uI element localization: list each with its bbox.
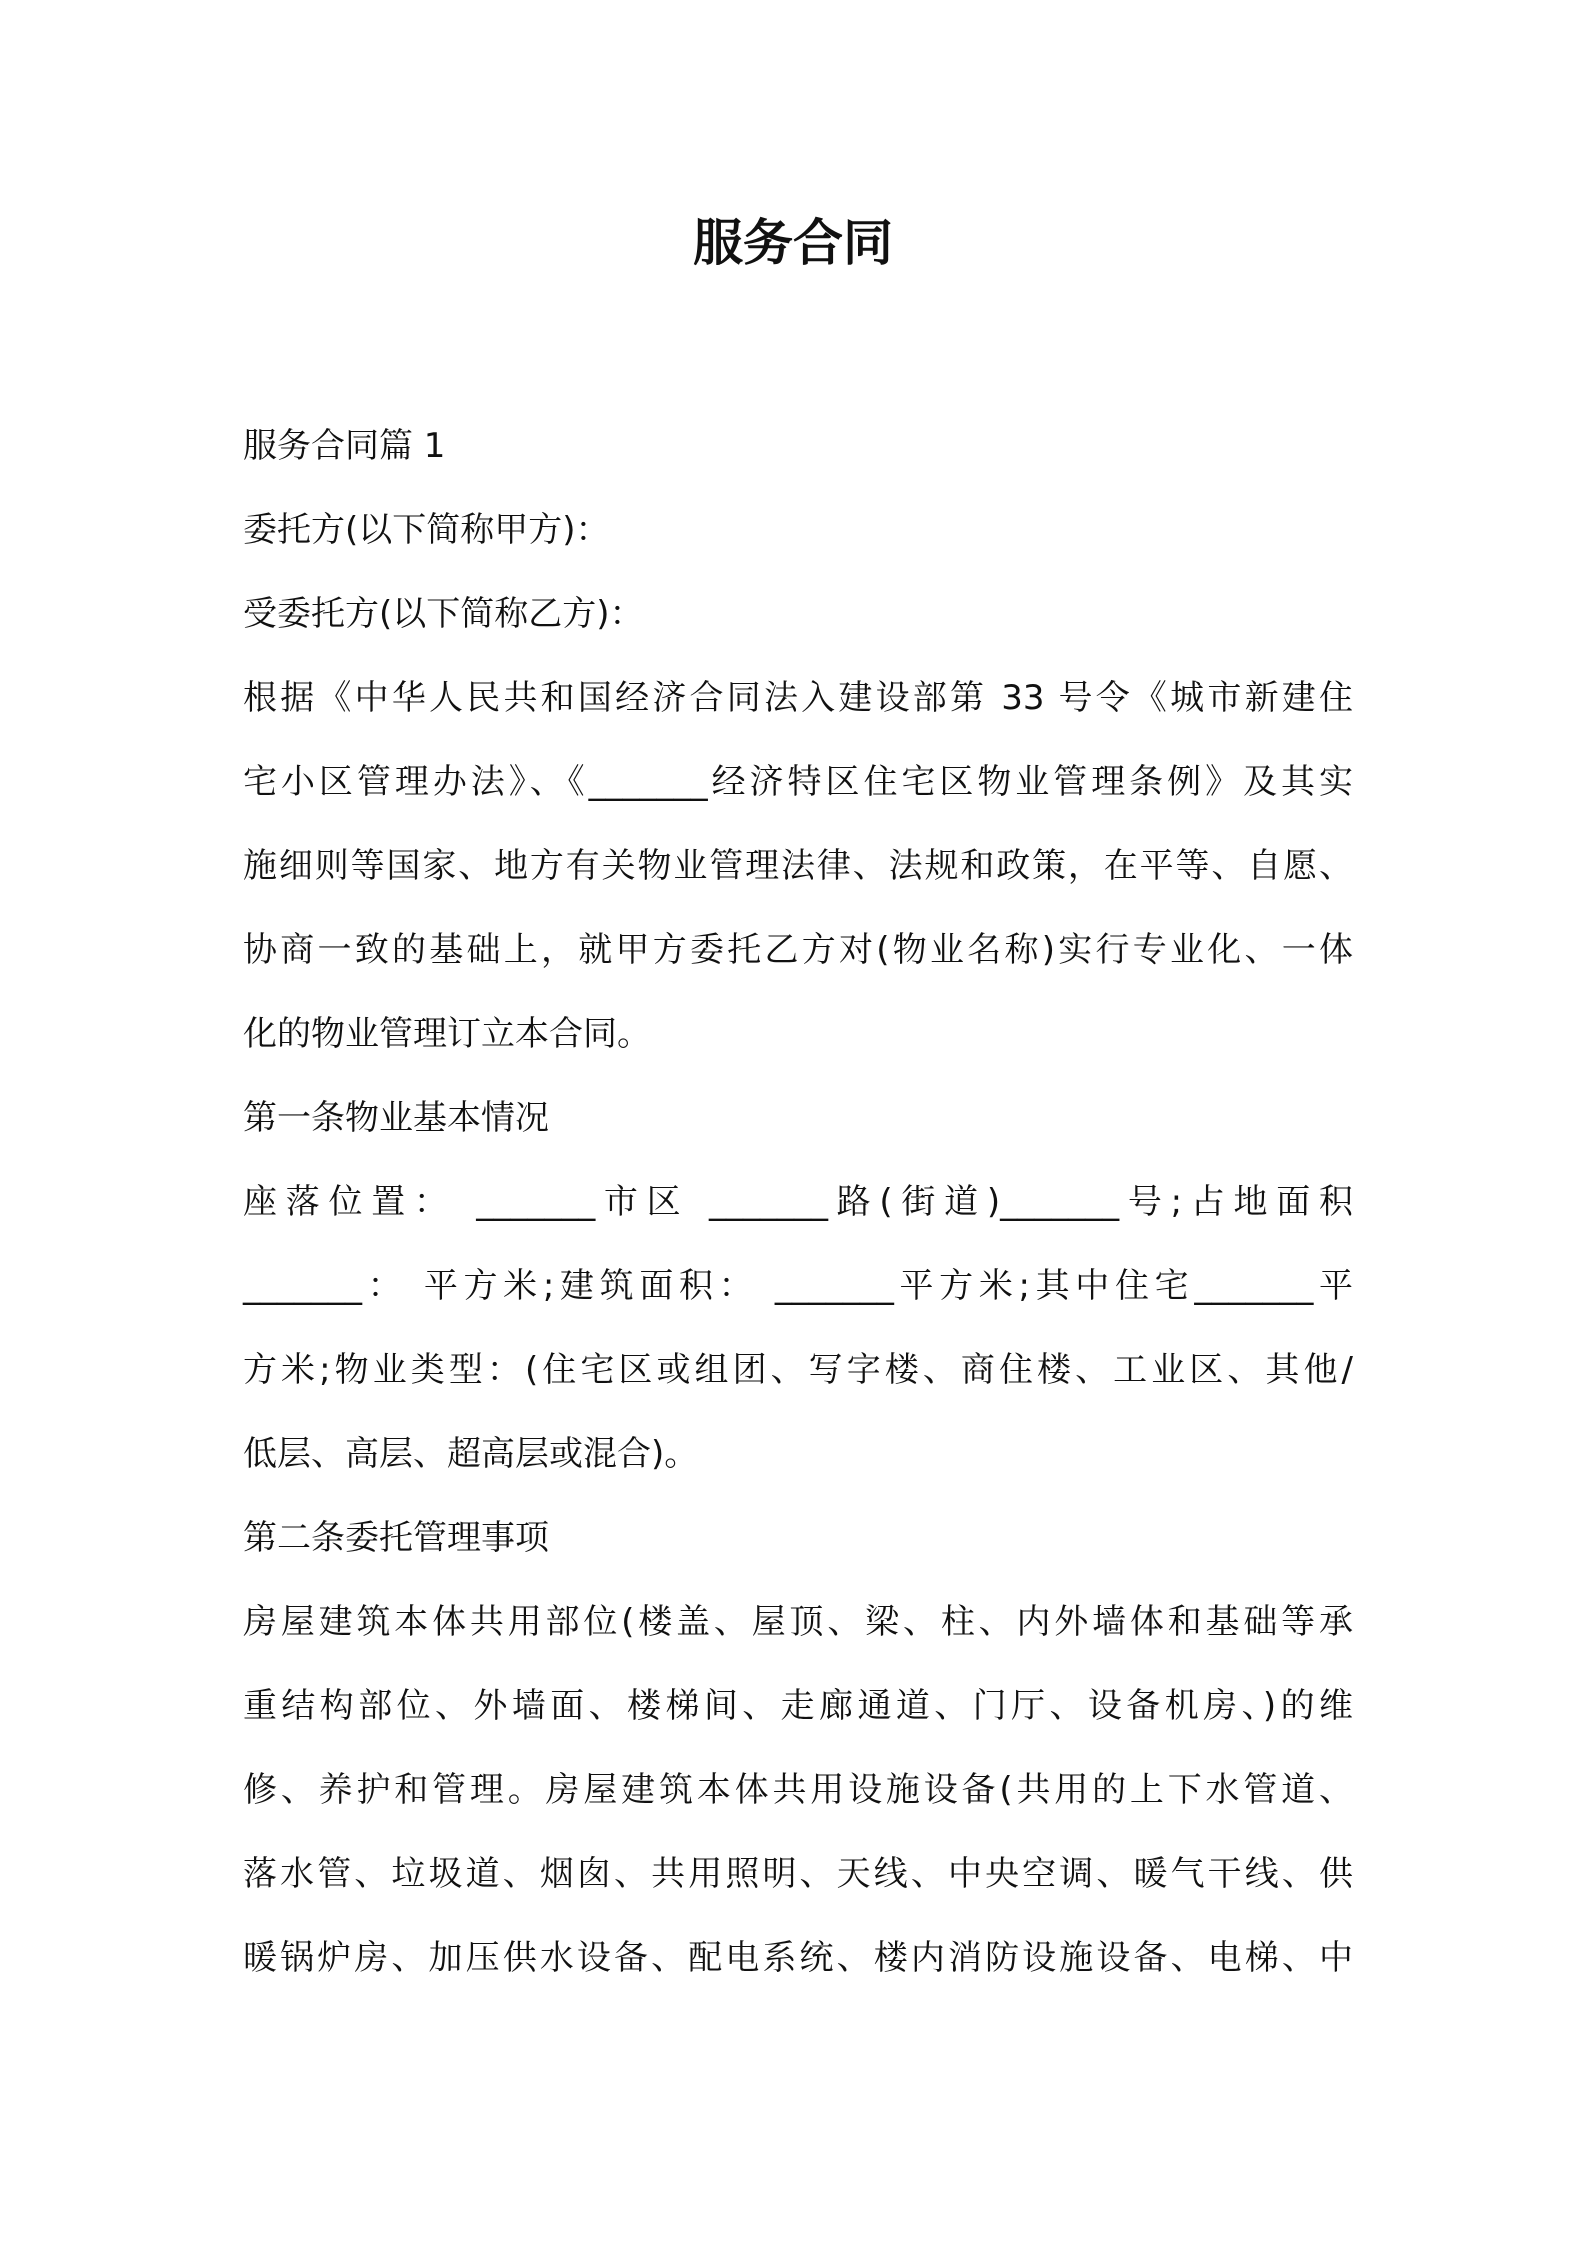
paragraph-line: 宅小区管理办法》、《_______经济特区住宅区物业管理条例》及其实 <box>243 762 1353 802</box>
paragraph-line: 低层、高层、超高层或混合)。 <box>243 1434 699 1474</box>
paragraph-line: 座落位置： _______市区 _______路(街道)_______号;占地面积 <box>243 1182 1353 1222</box>
party-b-line: 受委托方(以下简称乙方)： <box>243 594 644 634</box>
paragraph-line: 根据《中华人民共和国经济合同法入建设部第 33 号令《城市新建住 <box>243 678 1353 718</box>
paragraph-line: _______： 平方米;建筑面积： _______平方米;其中住宅_______平 <box>243 1266 1353 1306</box>
paragraph-line: 房屋建筑本体共用部位(楼盖、屋顶、梁、柱、内外墙体和基础等承 <box>243 1602 1353 1642</box>
paragraph-line: 暖锅炉房、加压供水设备、配电系统、楼内消防设施设备、电梯、中 <box>243 1938 1353 1978</box>
document-body <box>243 404 1353 2000</box>
section-heading: 服务合同篇 1 <box>243 426 446 466</box>
paragraph-line: 协商一致的基础上，就甲方委托乙方对(物业名称)实行专业化、一体 <box>243 930 1353 970</box>
document-title: 服务合同 <box>693 214 893 272</box>
party-a-line: 委托方(以下简称甲方)： <box>243 510 610 550</box>
paragraph-line: 修、养护和管理。房屋建筑本体共用设施设备(共用的上下水管道、 <box>243 1770 1353 1810</box>
article-heading: 第二条委托管理事项 <box>243 1518 549 1558</box>
paragraph-line: 方米;物业类型：(住宅区或组团、写字楼、商住楼、工业区、其他/ <box>243 1350 1353 1390</box>
paragraph-line: 落水管、垃圾道、烟囱、共用照明、天线、中央空调、暖气干线、供 <box>243 1854 1353 1894</box>
article-heading: 第一条物业基本情况 <box>243 1098 549 1138</box>
paragraph-line: 施细则等国家、地方有关物业管理法律、法规和政策，在平等、自愿、 <box>243 846 1353 886</box>
paragraph-line: 重结构部位、外墙面、楼梯间、走廊通道、门厅、设备机房、)的维 <box>243 1686 1353 1726</box>
paragraph-line: 化的物业管理订立本合同。 <box>243 1014 651 1054</box>
